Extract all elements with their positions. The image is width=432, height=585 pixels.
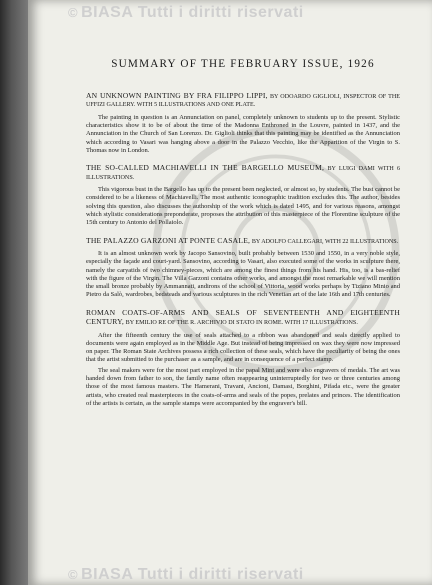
- section-body-continued: The seal makers were for the most part employed in the papal Mint and were also engravers of medals. The art was handed down from father to son, the family name often reappearing uninterruptedly for two or three centuries among those of the most famous masters. The Hamerani, Travani, Ancioni, Damasi, Borghini, Pifada etc., were the greater artists, who created real masterpieces in the coats-of-arms and seals of the popes, prelates and princes. The identification of the artists is certain, as the sample stamps were accompanied by the engraver's bill.: [86, 366, 400, 407]
- section-heading: [86, 164, 400, 182]
- watermark-top: [68, 4, 408, 22]
- watermark-bottom-text: BIASA Tutti i diritti riservati: [81, 566, 304, 583]
- section-title: THE SO-CALLED MACHIAVELLI IN THE BARGELLO MUSEUM,: [86, 163, 325, 173]
- section-title: AN UNKNOWN PAINTING BY FRA FILIPPO LIPPI,: [86, 91, 268, 100]
- section-coats-of-arms: [86, 309, 400, 408]
- section-byline: BY EMILIO RE OF THE R. ARCHIVIO DI STATO IN ROME. WITH 17 ILLUSTRATIONS.: [125, 320, 358, 327]
- section-lippi: [86, 92, 400, 155]
- section-byline: BY LUIGI DAMI WITH 6 ILLUSTRATIONS.: [86, 166, 401, 181]
- section-body: This vigorous bust in the Bargello has up to the present been neglected, or almost so, by students. The bust cannot be considered to be a likeness of Machiavelli. The most authentic iconographic tradition excludes this. The author, besides solving this question, also discusses the authorship of the work which is dated 1495, and for various reasons, amongst which stylistic considerations preponderate, proposes the attribution of this masterpiece of the Florentine sculpture of the 15th century to Antonio del Pollaiolo.: [86, 186, 400, 227]
- section-byline: BY ADOLFO CALLEGARI, WITH 22 ILLUSTRATIONS.: [251, 238, 399, 245]
- watermark-top-text: BIASA Tutti i diritti riservati: [81, 4, 304, 21]
- section-garzoni: [86, 237, 400, 300]
- page-title: SUMMARY OF THE FEBRUARY ISSUE, 1926: [111, 58, 375, 70]
- section-heading: [86, 237, 400, 246]
- section-title: THE PALAZZO GARZONI AT PONTE CASALE,: [86, 235, 251, 245]
- document-page: [28, 0, 432, 585]
- section-heading: [86, 92, 400, 110]
- watermark-bottom: [68, 566, 408, 584]
- book-gutter: [0, 0, 28, 585]
- section-byline: BY ODOARDO GIGLIOLI, INSPECTOR OF THE UFFIZI GALLERY. WITH 5 ILLUSTRATIONS AND ONE PLATE.: [86, 94, 400, 109]
- section-machiavelli: [86, 164, 400, 227]
- section-heading: [86, 309, 400, 328]
- section-title: ROMAN COATS-OF-ARMS AND SEALS OF SEVENTEENTH AND EIGHTEENTH CENTURY,: [86, 307, 400, 327]
- section-body: It is an almost unknown work by Jacopo Sansovino, built probably between 1530 and 1550, in a very noble style, especially the façade and court-yard. Sansovino, according to Vasari, also executed some of the works in sculpture there, namely the caryatids of two chimney-pieces, which are among the finest things from his hand. His, too, is a bas-relief with the figure of the Virgin. The Villa Garzoni contains other works, and amongst the most remarkable we will mention the small bronze probably by Ammannati, andirons of the school of Vittoria, wood works perhaps by Tiziano Minio and Pietro da Salò, wardrobes, bedsteads and various sculptures in the rich Venetian art of the late 16th and 17th centuries.: [86, 250, 400, 299]
- section-body: After the fifteenth century the use of seals attached to a ribbon was abandoned and seals directly applied to documents were again employed as in the Middle Age. But instead of being impressed on wax they were now impressed on paper. The Roman State Archives possess a rich collection of these seals, which have the peculiarity of being the ones that the artist submitted to the purchaser as a sample, and are in consequence of a perfect stamp.: [86, 331, 400, 364]
- copyright-icon: ©: [68, 5, 79, 20]
- copyright-icon: ©: [68, 567, 79, 582]
- section-body: The painting in question is an Annunciation on panel, completely unknown to students up to the present. Stylistic characteristics show it to be of about the time of the Madonna Enthroned in the Louvre, painted in 1437, and the Annunciation in the Church of San Lorenzo. Dr. Giglioli thinks that this painting may be identified as the Annunciation which according to Vasari was hanging above a door in the Palazzo Vecchio, like the Apparition of the Virgin to S. Thomas now in London.: [86, 113, 400, 154]
- summary-content: [86, 58, 400, 417]
